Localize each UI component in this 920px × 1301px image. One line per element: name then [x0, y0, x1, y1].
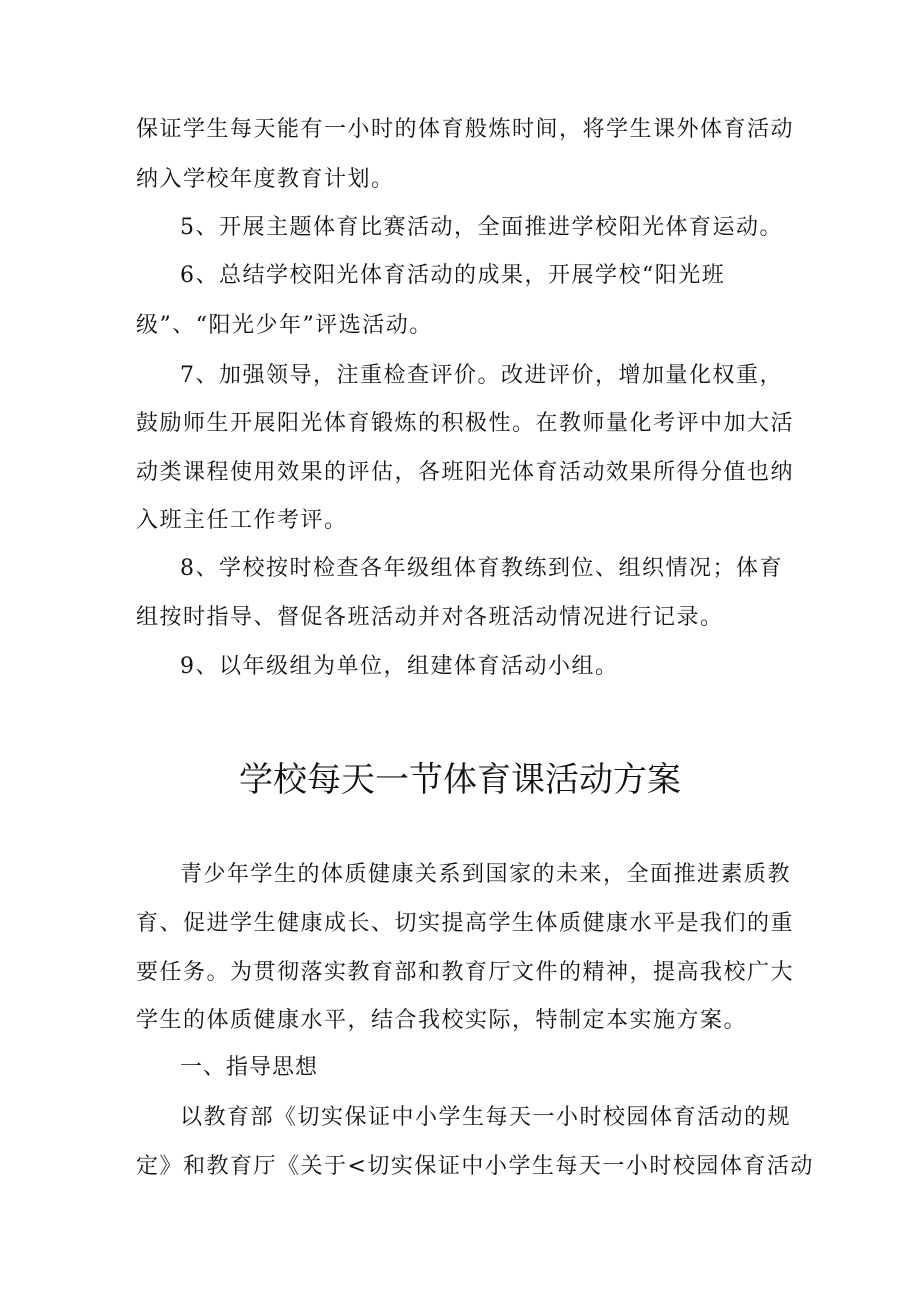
list-item-6-line-1: 6、总结学校阳光体育活动的成果，开展学校“阳光班: [180, 263, 726, 288]
document-title: 学校每天一节体育课活动方案: [239, 760, 681, 800]
intro-line-1: 青少年学生的体质健康关系到国家的未来，全面推进素质教: [180, 862, 792, 887]
list-item-6-line-2: 级”、“阳光少年”评选活动。: [136, 313, 433, 338]
list-item-8-line-2: 组按时指导、督促各班活动并对各班活动情况进行记录。: [136, 605, 724, 630]
paragraph-line: 纳入学校年度教育计划。: [136, 167, 395, 192]
intro-line-3: 要任务。为贯彻落实教育部和教育厅文件的精神，提高我校广大: [136, 960, 795, 985]
list-item-7-line-1: 7、加强领导，注重检查评价。改进评价，增加量化权重，: [180, 363, 783, 388]
list-item-7-line-2: 鼓励师生开展阳光体育锻炼的积极性。在教师量化考评中加大活: [136, 411, 795, 436]
intro-line-4: 学生的体质健康水平，结合我校实际，特制定本实施方案。: [136, 1008, 748, 1033]
section-1-line-2: 定》和教育厅《关于<切实保证中小学生每天一小时校园体育活动: [136, 1154, 814, 1179]
section-heading-guiding-thought: 一、指导思想: [180, 1055, 319, 1080]
list-item-7-line-4: 入班主任工作考评。: [136, 508, 348, 533]
list-item-8-line-1: 8、学校按时检查各年级组体育教练到位、组织情况；体育: [180, 556, 783, 581]
paragraph-line: 保证学生每天能有一小时的体育般炼时间，将学生课外体育活动: [136, 117, 795, 142]
list-item-7-line-3: 动类课程使用效果的评估，各班阳光体育活动效果所得分值也纳: [136, 460, 795, 485]
section-1-line-1: 以教育部《切实保证中小学生每天一小时校园体育活动的规: [180, 1105, 792, 1130]
intro-line-2: 育、促进学生健康成长、切实提高学生体质健康水平是我们的重: [136, 911, 795, 936]
list-item-5: 5、开展主题体育比赛活动，全面推进学校阳光体育运动。: [180, 215, 783, 240]
list-item-9: 9、以年级组为单位，组建体育活动小组。: [180, 654, 619, 679]
